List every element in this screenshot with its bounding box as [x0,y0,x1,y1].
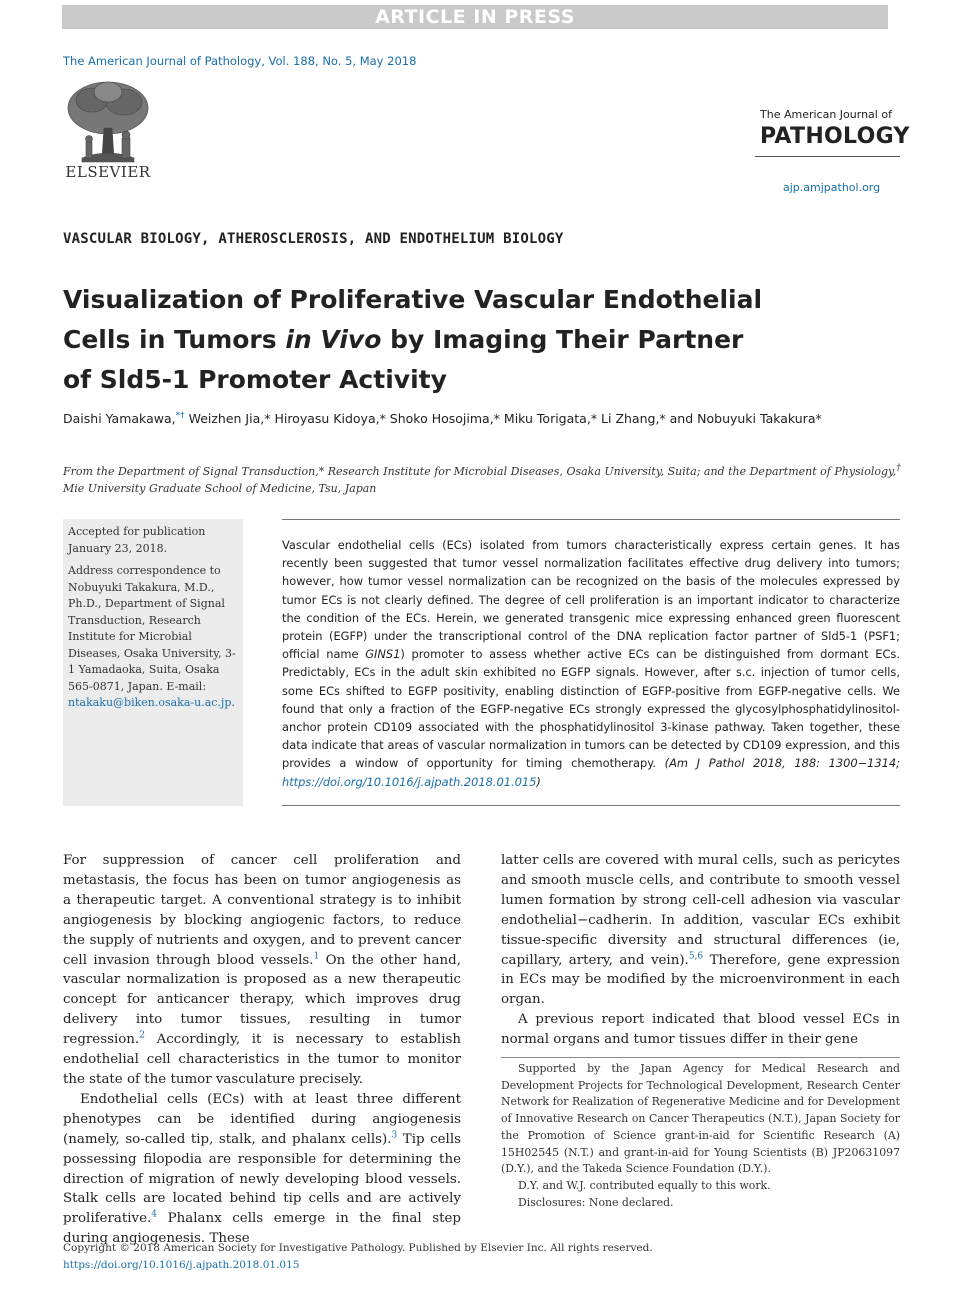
body-text: latter cells are covered with mural cells, such as pericytes and smooth muscle cells, and contribute to smooth vessel lumen formation by strong cell-cell adhesion via vascular endothelial−cadherin. In addition, vascular ECs exhibit tissue-specific diversity and structural differences (ie, capillary, artery, and vein). [501,853,900,968]
body-paragraph: A previous report indicated that blood vessel ECs in normal organs and tumor tissues differ in their gene [501,1012,900,1048]
author-list [63,411,903,426]
body-text: Therefore, gene expression in ECs may be modified by the microenvironment in each organ. [501,952,900,1008]
abstract-text: Vascular endothelial cells (ECs) isolated from tumors characteristically express certain genes. It has recently been suggested that tumor vessel normalization facilitates effective drug delivery into tumors; however, how tumor vessel normalization can be recognized on the basis of the molecules expressed by tumor ECs is not clearly defined. The degree of cell proliferation is an important indicator to characterize the condition of the ECs. Herein, we generated transgenic mice expressing enhanced green fluorescent protein (EGFP) under the transcriptional control of the DNA replication factor partner of Sld5-1 (PSF1; official name [282,538,900,662]
address-text: . [231,696,235,709]
abstract [282,536,900,791]
reference-link[interactable]: 4 [151,1209,158,1220]
affiliation-mark: *† [175,410,185,421]
abstract-bottom-rule [282,805,900,806]
footer-doi-link[interactable]: https://doi.org/10.1016/j.ajpath.2018.01.015 [63,1259,300,1271]
abstract-top-rule [282,519,900,520]
title-line-3: of Sld5-1 Promoter Activity [63,365,447,394]
footnotes [501,1061,900,1211]
title-line-2 [63,320,843,360]
affiliation-text: Mie University Graduate School of Medicine, Tsu, Japan [63,482,377,495]
journal-citation-link[interactable]: The American Journal of Pathology, Vol. 188, No. 5, May 2018 [63,54,417,68]
journal-brand-title: PATHOLOGY [760,124,910,149]
accepted-date: Accepted for publication January 23, 2018. [68,525,206,555]
abstract-text: ) promoter to assess whether active ECs can be distinguished from dormant ECs. Predictably, ECs in the adult skin exhibited no EGFP signals. However, after s.c. injection of tumor cells, some ECs shifted to EGFP positivity, enabling distinction of EGFP-positive from EGFP-negative cells. We found that only a fraction of the EGFP-negative ECs strongly expressed the glycosylphosphatidylinositol-anchor protein CD109 associated with the phosphatidylinositol 3-kinase pathway. Taken together, these data indicate that areas of vascular normalization in tumors can be detected by CD109 expression, and this provides a window of opportunity for timing chemotherapy. [282,647,900,771]
elsevier-wordmark: ELSEVIER [65,163,151,181]
title-emphasis: in Vivo [285,325,382,354]
body-column-right [501,851,900,1050]
copyright-line: Copyright © 2018 American Society for Investigative Pathology. Published by Elsevier Inc. All rights reserved. [63,1242,653,1254]
coauthors: Weizhen Jia,* Hiroyasu Kidoya,* Shoko Hosojima,* Miku Torigata,* Li Zhang,* and Nobuyuki Takakura* [184,411,822,426]
journal-brand-subtitle: The American Journal of [760,108,892,121]
body-text: Accordingly, it is necessary to establish endothelial cell characteristics in the tumor to monitor the state of the tumor vasculature precisely. [63,1032,461,1087]
address-text: Address correspondence to Nobuyuki Takakura, M.D., Ph.D., Department of Signal Transduction, Research Institute for Microbial Diseases, Osaka University, 3-1 Yamadaoka, Suita, Osaka 565-0871, Japan. E-mail: [68,564,236,693]
reference-link[interactable]: 1 [313,951,320,962]
reference-link[interactable]: 5,6 [688,951,704,962]
funding-note: Supported by the Japan Agency for Medical Research and Development Projects for Technological Development, Research Center Network for Realization of Regenerative Medicine and for Development of Innovative Research on Cancer Therapeutics (N.T.), Japan Society for the Promotion of Science grant-in-aid for Scientific Research (A) 15H02545 (N.T.) and grant-in-aid for Young Scientists (B) JP20631097 (D.Y.), and the Takeda Science Foundation (D.Y.). [501,1062,900,1176]
gene-name: GINS1 [365,647,401,662]
section-heading: VASCULAR BIOLOGY, ATHEROSCLEROSIS, AND ENDOTHELIUM BIOLOGY [63,231,564,247]
body-text: Phalanx cells emerge in the final step during angiogenesis. These [63,1211,461,1247]
title-text: Cells in Tumors [63,325,286,354]
affiliation-text: From the Department of Signal Transduction,* Research Institute for Microbial Diseases, Osaka University, Suita; and the Department of Physiology, [63,465,897,478]
equal-contribution-note: D.Y. and W.J. contributed equally to this work. [518,1178,771,1192]
journal-url-link[interactable]: ajp.amjpathol.org [783,181,881,194]
article-in-press-banner: ARTICLE IN PRESS [62,5,888,29]
affiliation [63,463,901,497]
reference-link[interactable]: 3 [391,1130,398,1141]
body-column-left [63,851,461,1249]
body-text: For suppression of cancer cell proliferation and metastasis, the focus has been on tumor angiogenesis as a therapeutic target. A conventional strategy is to inhibit angiogenesis by blocking angiogenic factors, to reduce the supply of nutrients and oxygen, and to prevent cancer cell invasion through blood vessels. [63,853,461,968]
title-text: by Imaging Their Partner [381,325,744,354]
body-paragraph [63,851,461,1090]
article-title [63,280,843,400]
disclosures-note: Disclosures: None declared. [518,1195,674,1209]
email-link[interactable]: ntakaku@biken.osaka-u.ac.jp [68,696,232,709]
reference-link[interactable]: 2 [139,1030,145,1041]
journal-brand-divider [755,156,900,157]
footnote-rule [501,1057,900,1058]
abstract-citation: ) [536,774,541,789]
body-paragraph [63,1090,461,1249]
article-info-sidebar [63,519,243,806]
title-line-1: Visualization of Proliferative Vascular Endothelial [63,285,763,314]
abstract-citation: (Am J Pathol 2018, 188: 1300−1314; [655,756,900,771]
body-paragraph [501,851,900,1010]
affiliation-mark: † [896,463,901,474]
correspondence-address [68,563,237,712]
body-text: On the other hand, vascular normalization is proposed as a new therapeutic concept for anticancer therapy, which improves drug delivery into tumor tissues, resulting in tumor regression. [63,952,461,1048]
abstract-doi-link[interactable]: https://doi.org/10.1016/j.ajpath.2018.01.015 [282,774,537,789]
body-text: Endothelial cells (ECs) with at least three different phenotypes can be identified during angiogenesis (namely, so-called tip, stalk, and phalanx cells). [63,1091,461,1147]
first-author: Daishi Yamakawa, [63,411,176,426]
body-text: Tip cells possessing filopodia are responsible for determining the direction of migration of newly developing blood vessels. Stalk cells are located behind tip cells and are actively proliferative. [63,1131,461,1227]
